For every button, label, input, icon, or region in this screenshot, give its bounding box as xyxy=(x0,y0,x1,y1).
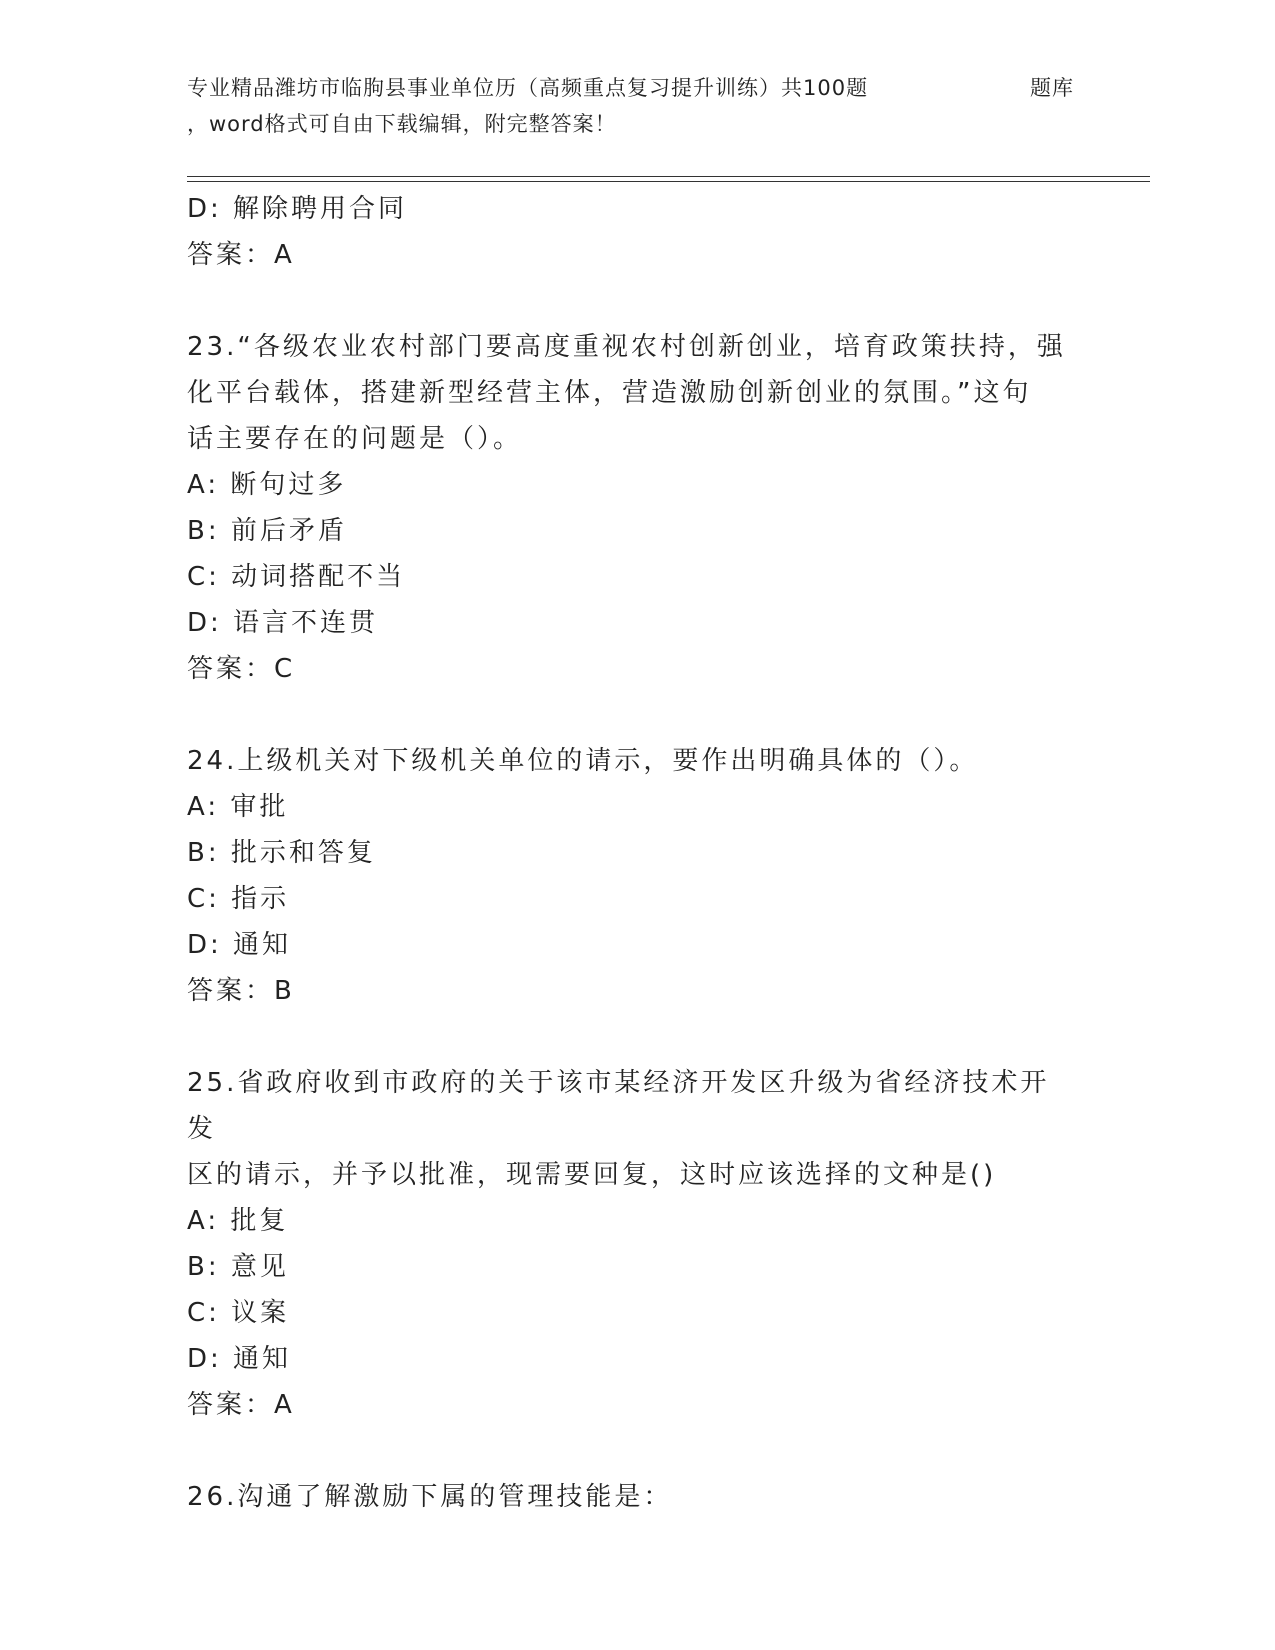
answer-label: 答案： xyxy=(187,654,275,684)
answer-label: 答案： xyxy=(187,976,275,1006)
option-c: C: 议案 xyxy=(187,1298,290,1328)
option-d: D: 通知 xyxy=(187,1344,292,1374)
carryover-question xyxy=(187,186,1087,278)
option-b: B: 批示和答复 xyxy=(187,838,376,868)
answer-value: B xyxy=(274,976,293,1006)
answer-label: 答案： xyxy=(187,1390,275,1420)
question-text-line: 24.上级机关对下级机关单位的请示，要作出明确具体的（）。 xyxy=(187,746,979,776)
spacer xyxy=(187,1014,1087,1060)
question-text-line: 23.“各级农业农村部门要高度重视农村创新创业，培育政策扶持，强 xyxy=(187,332,1066,362)
header-title-line1: 专业精品潍坊市临朐县事业单位历（高频重点复习提升训练）共100题 xyxy=(187,76,869,100)
option-c: C: 动词搭配不当 xyxy=(187,562,406,592)
option-b: B: 意见 xyxy=(187,1252,289,1282)
answer-line xyxy=(187,1382,1087,1428)
answer-value: C xyxy=(274,654,294,684)
question-text-line: 化平台载体，搭建新型经营主体，营造激励创新创业的氛围。”这句 xyxy=(187,378,1032,408)
answer-line xyxy=(187,968,1087,1014)
question-24 xyxy=(187,738,1087,1014)
page-header xyxy=(187,74,1087,144)
option-d: D: 通知 xyxy=(187,930,292,960)
option-d: D: 解除聘用合同 xyxy=(187,194,408,224)
answer-value: A xyxy=(274,1390,293,1420)
answer-label: 答案： xyxy=(187,240,275,270)
answer-value: A xyxy=(274,240,293,270)
spacer xyxy=(187,278,1087,324)
spacer xyxy=(187,692,1087,738)
answer-line xyxy=(187,646,1087,692)
question-list xyxy=(187,186,1087,1520)
option-c: C: 指示 xyxy=(187,884,290,914)
question-text-line: 25.省政府收到市政府的关于该市某经济开发区升级为省经济技术开发 xyxy=(187,1068,1050,1144)
question-25 xyxy=(187,1060,1087,1428)
header-divider-top xyxy=(187,176,1150,177)
option-b: B: 前后矛盾 xyxy=(187,516,347,546)
option-a: A: 批复 xyxy=(187,1206,289,1236)
question-text-line: 区的请示，并予以批准，现需要回复，这时应该选择的文种是() xyxy=(187,1160,997,1190)
question-text-line: 话主要存在的问题是（）。 xyxy=(187,424,523,454)
option-a: A: 审批 xyxy=(187,792,289,822)
answer-line xyxy=(187,232,1087,278)
header-tag: 题库 xyxy=(1030,76,1074,100)
option-a: A: 断句过多 xyxy=(187,470,347,500)
question-text-line: 26.沟通了解激励下属的管理技能是： xyxy=(187,1482,673,1512)
spacer xyxy=(187,1428,1087,1474)
option-d: D: 语言不连贯 xyxy=(187,608,379,638)
question-26 xyxy=(187,1474,1087,1520)
header-title-line2: ，word格式可自由下载编辑，附完整答案！ xyxy=(187,112,617,136)
question-23 xyxy=(187,324,1087,692)
header-divider-bottom xyxy=(187,181,1150,182)
